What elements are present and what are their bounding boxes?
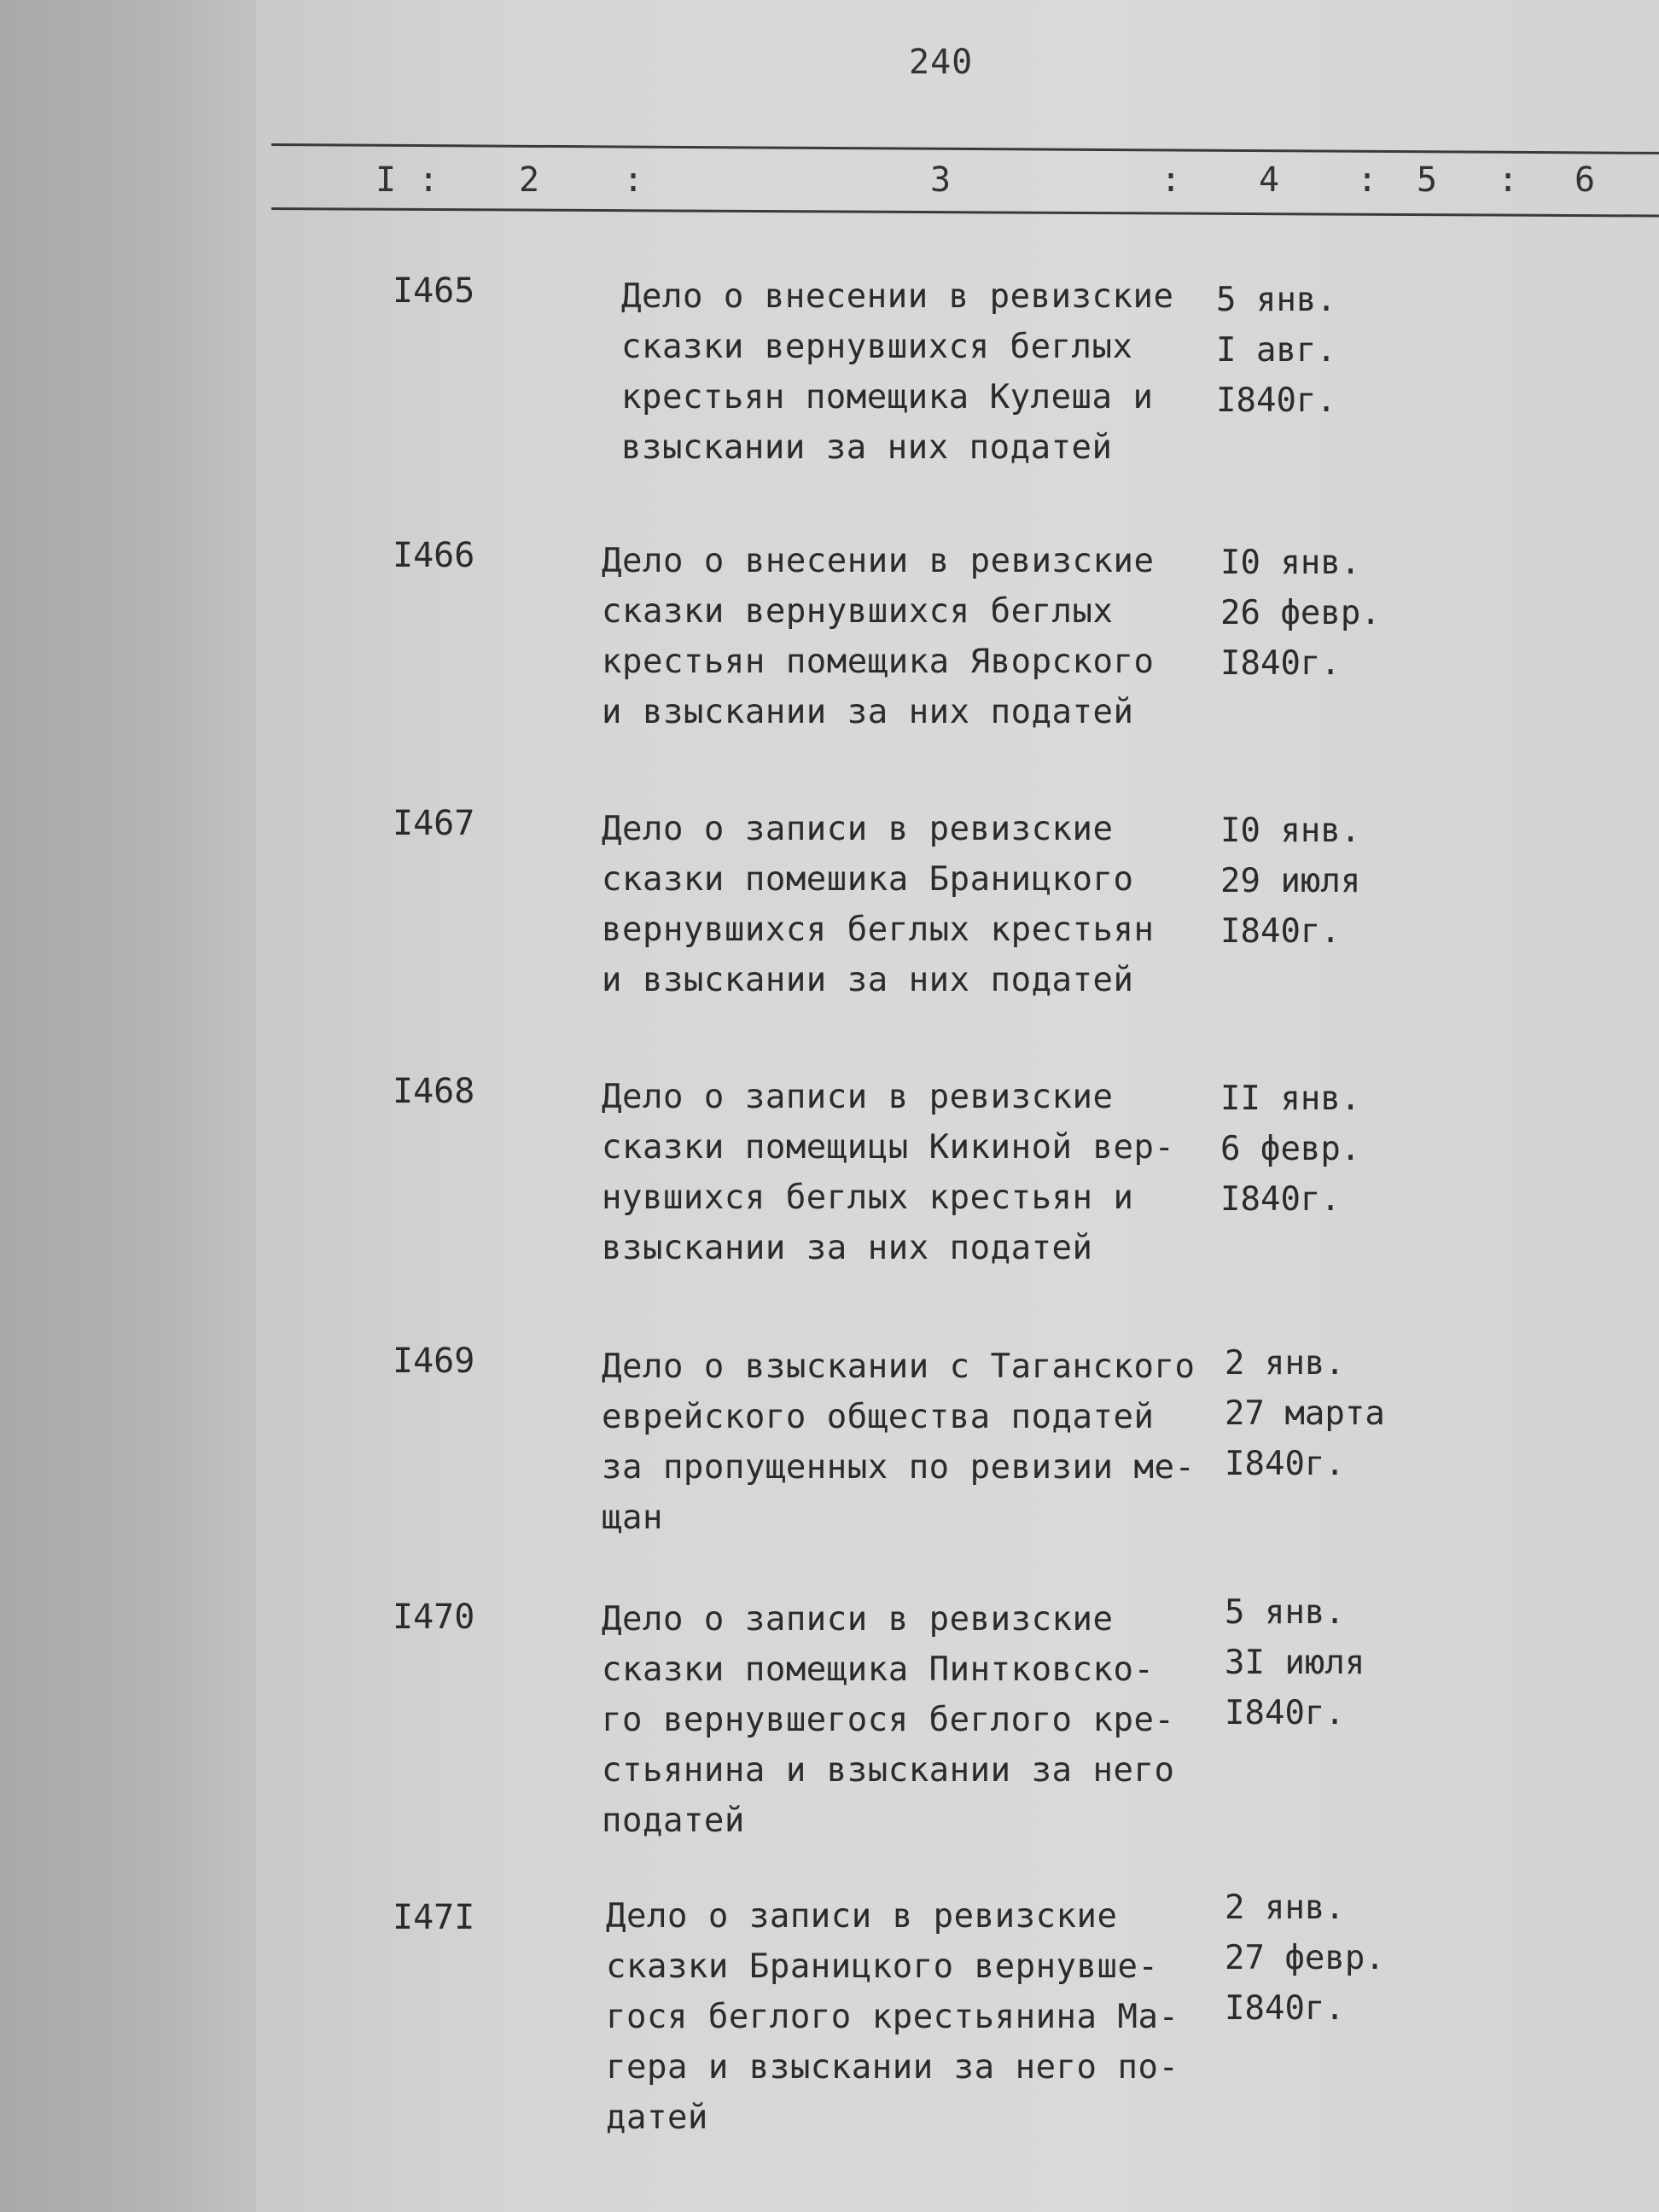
entry-dates: 5 янв. 3I июля I840г. (1225, 1593, 1365, 1732)
header-rule-top (271, 143, 1659, 154)
column-separator: : (1498, 160, 1519, 200)
entry-dates: 5 янв. I авг. I840г. (1216, 281, 1336, 420)
page-number: 240 (909, 43, 974, 82)
column-header-5: 5 (1417, 160, 1438, 200)
entry-number: I468 (393, 1072, 475, 1111)
entry-dates: I0 янв. 26 февр. I840г. (1220, 544, 1381, 683)
column-separator: : (1357, 160, 1378, 200)
header-rule-bottom (271, 207, 1659, 218)
entry-number: I469 (393, 1342, 475, 1381)
entry-description: Дело о взыскании с Таганского еврейского общества податей за пропущенных по ревизии ме- щан (602, 1348, 1196, 1537)
entry-description: Дело о записи в ревизские сказки помещика Пинтковско- го вернувшегося беглого кре- стьянина и взыскании за него податей (602, 1600, 1175, 1840)
column-header-1: I (375, 160, 397, 200)
archive-page (256, 0, 1659, 2212)
column-header-2: 2 (519, 160, 540, 200)
previous-page-edge (0, 0, 256, 2212)
column-header-3: 3 (930, 160, 952, 200)
entry-description: Дело о записи в ревизские сказки помещицы Кикиной вер- нувшихся беглых крестьян и взыскании за них податей (602, 1078, 1175, 1267)
entry-number: I470 (393, 1598, 475, 1637)
entry-description: Дело о внесении в ревизские сказки вернувшихся беглых крестьян помещика Яворского и взыскании за них податей (602, 542, 1155, 731)
entry-description: Дело о внесении в ревизские сказки вернувшихся беглых крестьян помещика Кулеша и взыскании за них податей (621, 277, 1174, 467)
column-header-4: 4 (1259, 160, 1280, 200)
entry-dates: 2 янв. 27 марта I840г. (1225, 1344, 1385, 1483)
entry-number: I467 (393, 804, 475, 843)
entry-number: I465 (393, 271, 475, 311)
entry-dates: 2 янв. 27 февр. I840г. (1225, 1889, 1385, 2028)
entry-number: I466 (393, 536, 475, 575)
column-separator: : (623, 160, 644, 200)
entry-number: I47I (393, 1898, 475, 1937)
entry-description: Дело о записи в ревизские сказки Браницкого вернувше- гося беглого крестьянина Ма- гера и взыскании за него по- датей (606, 1897, 1179, 2137)
entry-dates: II янв. 6 февр. I840г. (1220, 1080, 1361, 1219)
entry-description: Дело о записи в ревизские сказки помешика Браницкого вернувшихся беглых крестьян и взыскании за них податей (602, 810, 1155, 999)
column-header-6: 6 (1575, 160, 1596, 200)
entry-dates: I0 янв. 29 июля I840г. (1220, 812, 1361, 951)
column-separator: : (418, 160, 439, 200)
column-separator: : (1161, 160, 1182, 200)
